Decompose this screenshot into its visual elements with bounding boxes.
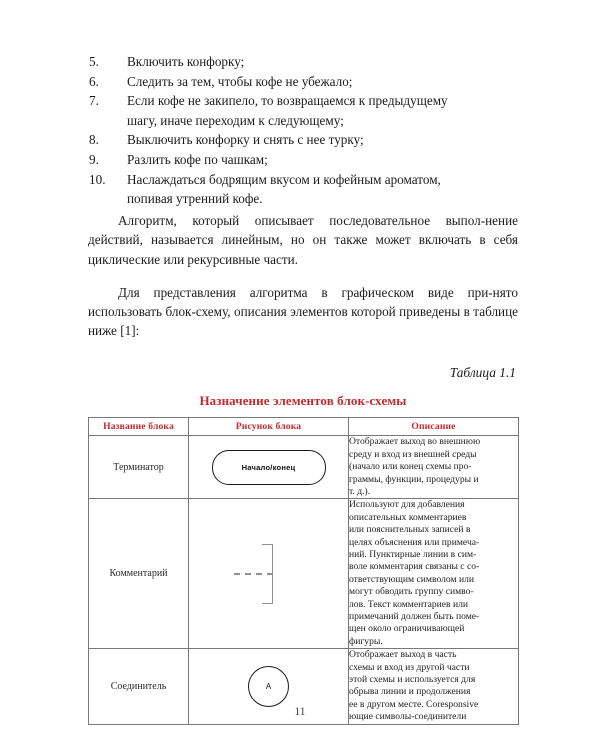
block-name-connector: Соединитель (89, 649, 189, 724)
list-item (88, 91, 518, 129)
list-item-marker: 10. (89, 171, 106, 187)
list-item-text-line2: шагу, иначе переходим к следующему; (127, 112, 344, 128)
comment-bracket-icon (236, 541, 302, 607)
description-line: или пояснительных записей в (349, 524, 471, 536)
list-item-text: Следить за тем, чтобы кофе не убежало; (127, 73, 353, 89)
list-item (88, 170, 518, 208)
block-figure-terminator (189, 436, 349, 499)
list-item-text: Включить конфорку; (127, 54, 245, 69)
description-line: воле комментария связаны с со- (349, 561, 480, 573)
description-line: ее в другом месте. Соresponsive (349, 698, 479, 710)
list-item-text: Разлить кофе по чашкам; (127, 152, 268, 168)
figure-wrapper (189, 666, 348, 707)
table-header-description: Описание (349, 418, 519, 436)
block-description-comment (349, 499, 519, 649)
list-item-text-line1: Если кофе не закипело, то возвращаемся к предыдущему (127, 93, 448, 109)
page-number: 11 (294, 706, 306, 718)
list-item-text (127, 170, 518, 208)
description-line: ющие символы-соединители (349, 711, 467, 723)
table-header-figure: Рисунок блока (189, 418, 349, 436)
list-item-marker: 8. (89, 132, 99, 148)
list-item (88, 150, 518, 169)
description-line: обрыва линии и продолжения (349, 686, 471, 698)
figure-wrapper (189, 541, 348, 607)
table-header-name: Название блока (89, 418, 189, 436)
block-elements-table (88, 417, 519, 724)
block-figure-comment (189, 499, 349, 649)
description-line: (начало или конец схемы про- (349, 461, 472, 473)
description-line: Отображает выход в часть (349, 649, 457, 661)
description-line: примечаний должен быть поме- (349, 611, 480, 623)
description-line: среду и вход из внешней среды (349, 448, 477, 460)
description-line: описательных комментариев (349, 511, 467, 523)
list-item-text (127, 91, 518, 129)
list-item-marker: 9. (89, 152, 99, 168)
description-line: могут обводить группу симво- (349, 586, 474, 598)
terminator-shape-icon: Начало/конец (212, 450, 326, 485)
body-paragraph-1: Алгоритм, который описывает последовательное выпол-нение действий, называется линейным, но он также может включать в себя циклические или рекурсивные части. (88, 213, 518, 267)
table-header-row (89, 418, 519, 436)
list-item (88, 72, 518, 91)
table-row (89, 499, 519, 649)
list-item (88, 52, 518, 71)
table-row (89, 436, 519, 499)
list-item-marker: 5. (89, 54, 99, 69)
block-name-comment: Комментарий (89, 499, 189, 649)
description-line: фигуры. (349, 635, 383, 647)
list-item-text: Выключить конфорку и снять с нее турку; (127, 132, 364, 148)
list-item-marker: 7. (89, 93, 99, 109)
connector-circle-icon: А (248, 666, 289, 707)
description-line: ответствующим символом или (349, 573, 475, 585)
numbered-list (88, 52, 518, 208)
description-line: Используют для добавления (349, 499, 465, 511)
description-line: граммы, функции, процедуры и (349, 473, 479, 485)
bracket-bottom-arm (262, 603, 273, 604)
description-line: схемы и вход из другой части (349, 661, 470, 673)
description-line: Отображает выход во внешнюю (349, 436, 481, 448)
list-item-text-line1: Наслаждаться бодрящим вкусом и кофейным ароматом, (127, 171, 441, 187)
description-line: целях объяснения или примеча- (349, 536, 480, 548)
description-line: этой схемы и используется для (349, 674, 476, 686)
description-line: ний. Пунктирные линии в сим- (349, 549, 477, 560)
list-item-text-line2: попивая утренний кофе. (127, 190, 263, 206)
block-name-terminator: Терминатор (89, 436, 189, 499)
list-item (88, 130, 518, 149)
body-paragraph-2: Для представления алгоритма в графическом виде при-нято использовать блок-схему, описания элементов которой приведены в таблице ниже [1]: (88, 284, 518, 339)
table-title: Назначение элементов блок-схемы (199, 393, 407, 409)
table-number-caption: Таблица 1.1 (449, 365, 516, 381)
description-line: щен около ограничивающей (349, 623, 465, 635)
description-line: т. д.). (349, 485, 371, 497)
block-description-terminator (349, 436, 519, 499)
figure-wrapper (189, 450, 348, 485)
description-line: лов. Текст комментариев или (349, 598, 468, 610)
dashed-connector-line (234, 573, 273, 575)
list-item-marker: 6. (89, 73, 99, 89)
